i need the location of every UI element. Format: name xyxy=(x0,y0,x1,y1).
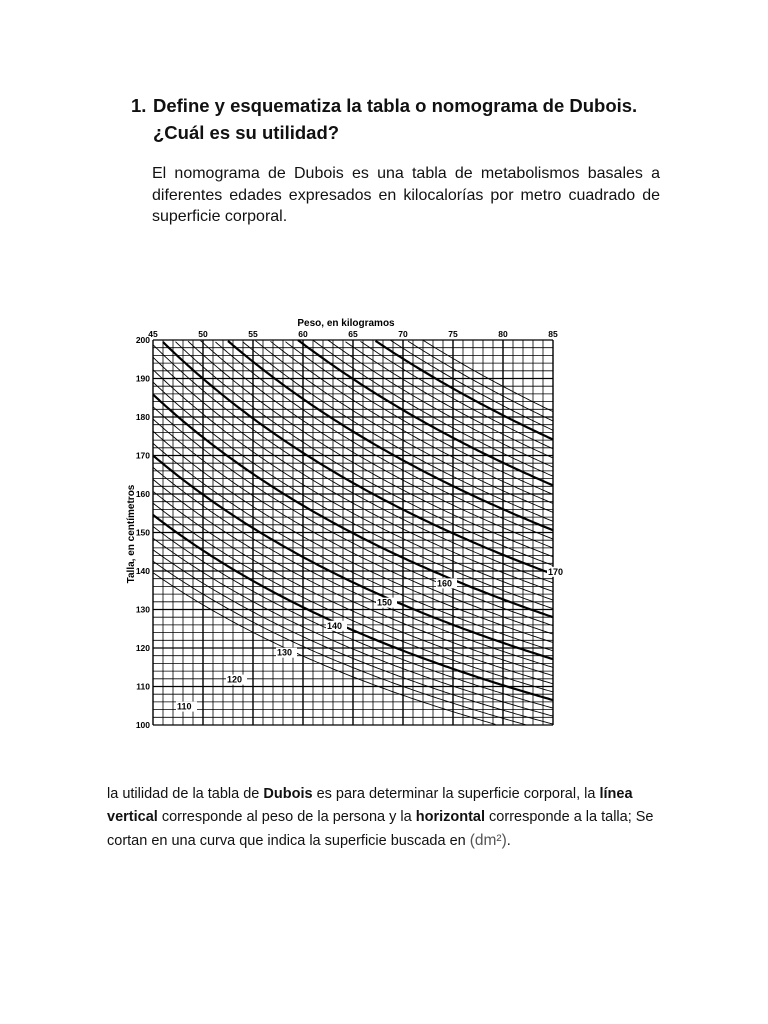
curve-label-text: 150 xyxy=(377,597,393,608)
x-tick-label: 50 xyxy=(198,329,208,339)
y-tick-label: 150 xyxy=(135,527,150,538)
x-tick-label: 60 xyxy=(298,329,308,339)
y-tick-label: 160 xyxy=(135,489,150,499)
curve-label-150 xyxy=(376,598,397,608)
curve-label-120 xyxy=(226,675,247,685)
curve-label-text: 130 xyxy=(277,647,293,658)
curve-label-160 xyxy=(436,578,457,588)
x-tick-label: 65 xyxy=(348,329,358,339)
question-number: 1. xyxy=(131,95,147,116)
x-axis-title: Peso, en kilogramos xyxy=(297,318,395,329)
utility-text-2: es para determinar la superficie corporal, la xyxy=(312,786,600,802)
y-tick-label: 100 xyxy=(135,720,150,730)
iso-surface-line xyxy=(346,342,554,458)
utility-paragraph xyxy=(107,783,667,853)
question-line-1: Define y esquematiza la tabla o nomograma de Dubois. xyxy=(153,95,638,116)
x-tick-label: 70 xyxy=(398,329,408,339)
utility-bold-horizontal: horizontal xyxy=(415,809,486,825)
x-tick-label: 75 xyxy=(448,329,458,339)
utility-bold-dubois: Dubois xyxy=(263,786,313,802)
dubois-nomogram xyxy=(116,302,576,734)
y-tick-label: 170 xyxy=(135,450,150,461)
y-tick-label: 140 xyxy=(135,566,150,576)
y-tick-label: 120 xyxy=(135,643,150,653)
curve-label-110 xyxy=(176,702,197,712)
curve-label-text: 170 xyxy=(548,566,564,577)
curve-label-130 xyxy=(276,648,297,658)
curve-label-text: 160 xyxy=(437,578,453,589)
utility-text-4: corresponde a la talla; Se cortan en una curva que indica la superficie buscada en xyxy=(107,809,654,849)
utility-unit: (dm²) xyxy=(469,832,507,849)
curve-label-text: 110 xyxy=(177,701,192,712)
y-axis-title: Talla, en centímetros xyxy=(126,484,137,584)
iso-surface-line xyxy=(423,340,553,411)
utility-bold-linea-vertical: línea vertical xyxy=(107,786,633,825)
curve-label-140 xyxy=(326,621,347,631)
x-tick-label: 85 xyxy=(548,329,558,339)
y-tick-label: 180 xyxy=(135,412,150,422)
utility-text-5: . xyxy=(506,833,511,849)
curve-label-text: 140 xyxy=(327,620,343,631)
x-tick-label: 45 xyxy=(148,329,158,339)
y-tick-label: 110 xyxy=(136,681,150,692)
curve-label-text: 120 xyxy=(227,674,243,685)
x-tick-label: 55 xyxy=(248,329,258,339)
answer-paragraph: El nomograma de Dubois es una tabla de metabolismos basales a diferentes edades expresados en kilocalorías por metro cuadrado de superficie corporal. xyxy=(152,165,660,225)
y-tick-label: 190 xyxy=(135,373,150,384)
question-line-2: ¿Cuál es su utilidad? xyxy=(153,122,340,143)
y-tick-label: 130 xyxy=(135,604,150,615)
utility-text-1: la utilidad de la tabla de xyxy=(107,786,264,802)
curve-label-170 xyxy=(547,567,568,577)
x-tick-label: 80 xyxy=(498,329,508,339)
y-tick-label: 200 xyxy=(135,335,150,345)
utility-text-3: corresponde al peso de la persona y la xyxy=(157,809,416,825)
